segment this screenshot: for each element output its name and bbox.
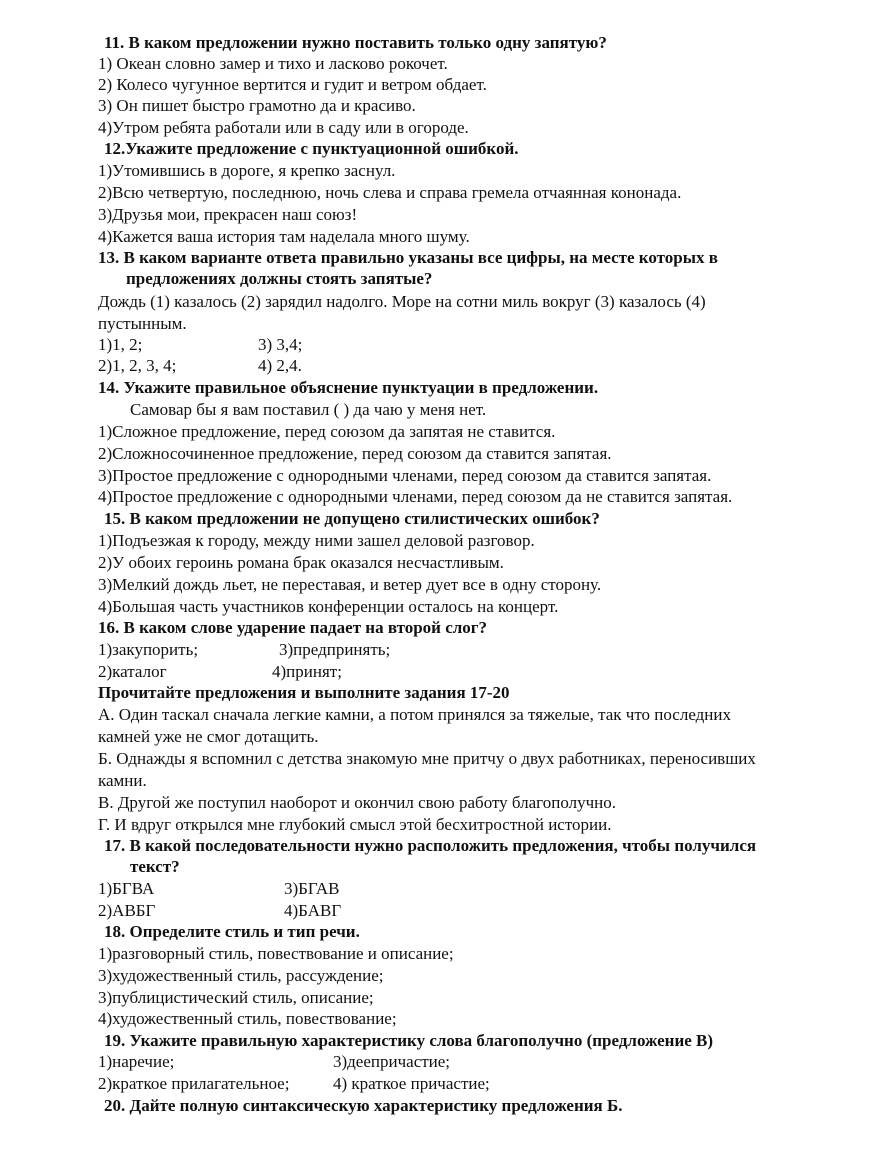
question-15-title: 15. В каком предложении не допущено стилистических ошибок?: [104, 509, 600, 528]
q14-option-2: 2)Сложносочиненное предложение, перед союзом да ставится запятая.: [98, 444, 612, 463]
question-14-title: 14. Укажите правильное объяснение пунктуации в предложении.: [98, 378, 599, 397]
q18-option-3: 3)публицистический стиль, описание;: [98, 988, 374, 1007]
q11-option-4: 4)Утром ребята работали или в саду или в огороде.: [98, 118, 469, 137]
question-12-title: 12.Укажите предложение с пунктуационной ошибкой.: [104, 139, 519, 158]
q19-option-1: 1)наречие;: [98, 1052, 175, 1071]
q11-option-2: 2) Колесо чугунное вертится и гудит и ветром обдает.: [98, 75, 487, 94]
q17-option-2: 2)АВБГ: [98, 901, 156, 920]
q13-text-line-2: пустынным.: [98, 314, 187, 333]
question-13-title-line-1: 13. В каком варианте ответа правильно указаны все цифры, на месте которых в: [98, 248, 718, 267]
q15-option-2: 2)У обоих героинь романа брак оказался несчастливым.: [98, 553, 504, 572]
q12-option-4: 4)Кажется ваша история там наделала много шуму.: [98, 227, 470, 246]
q19-option-3: 3)деепричастие;: [333, 1052, 451, 1071]
q16-option-2: 2)каталог: [98, 662, 167, 681]
q14-option-4: 4)Простое предложение с однородными членами, перед союзом да не ставится запятая.: [98, 487, 733, 506]
question-19-title: 19. Укажите правильную характеристику слова благополучно (предложение В): [104, 1031, 714, 1050]
q13-option-3: 3) 3,4;: [258, 335, 303, 354]
q18-option-4: 4)художественный стиль, повествование;: [98, 1009, 397, 1028]
q16-option-3: 3)предпринять;: [279, 640, 391, 659]
question-20-title: 20. Дайте полную синтаксическую характеристику предложения Б.: [104, 1096, 623, 1115]
q11-option-1: 1) Океан словно замер и тихо и ласково рокочет.: [98, 54, 448, 73]
q11-option-3: 3) Он пишет быстро грамотно да и красиво.: [98, 96, 416, 115]
q13-option-4: 4) 2,4.: [258, 356, 302, 375]
q13-option-1: 1)1, 2;: [98, 335, 143, 354]
sentence-b-line-1: Б. Однажды я вспомнил с детства знакомую мне притчу о двух работниках, переносивших: [98, 749, 756, 768]
q12-option-3: 3)Друзья мои, прекрасен наш союз!: [98, 205, 358, 224]
q12-option-2: 2)Всю четвертую, последнюю, ночь слева и справа гремела отчаянная кононада.: [98, 183, 682, 202]
sentence-v: В. Другой же поступил наоборот и окончил свою работу благополучно.: [98, 793, 616, 812]
sentence-g: Г. И вдруг открылся мне глубокий смысл этой бесхитростной истории.: [98, 815, 612, 834]
sentence-a-line-2: камней уже не смог дотащить.: [98, 727, 319, 746]
sentence-a-line-1: А. Один таскал сначала легкие камни, а потом принялся за тяжелые, так что последних: [98, 705, 732, 724]
question-11-title: 11. В каком предложении нужно поставить только одну запятую?: [104, 33, 607, 52]
q13-option-2: 2)1, 2, 3, 4;: [98, 356, 177, 375]
q14-option-3: 3)Простое предложение с однородными членами, перед союзом да ставится запятая.: [98, 466, 712, 485]
q15-option-1: 1)Подъезжая к городу, между ними зашел деловой разговор.: [98, 531, 535, 550]
q17-option-4: 4)БАВГ: [284, 901, 342, 920]
q17-option-1: 1)БГВА: [98, 879, 155, 898]
question-13-title-line-2: предложениях должны стоять запятые?: [126, 269, 433, 288]
question-17-title-line-2: текст?: [130, 857, 180, 876]
q12-option-1: 1)Утомившись в дороге, я крепко заснул.: [98, 161, 396, 180]
q18-option-1: 1)разговорный стиль, повествование и описание;: [98, 944, 454, 963]
q16-option-1: 1)закупорить;: [98, 640, 199, 659]
q14-sentence: Самовар бы я вам поставил ( ) да чаю у меня нет.: [130, 400, 487, 419]
q19-option-4: 4) краткое причастие;: [333, 1074, 490, 1093]
q19-option-2: 2)краткое прилагательное;: [98, 1074, 290, 1093]
q15-option-3: 3)Мелкий дождь льет, не переставая, и ветер дует все в одну сторону.: [98, 575, 602, 594]
q14-option-1: 1)Сложное предложение, перед союзом да запятая не ставится.: [98, 422, 556, 441]
q15-option-4: 4)Большая часть участников конференции осталось на концерт.: [98, 597, 559, 616]
q13-text-line-1: Дождь (1) казалось (2) зарядил надолго. Море на сотни миль вокруг (3) казалось (4): [98, 292, 706, 311]
q16-option-4: 4)принят;: [272, 662, 342, 681]
q17-option-3: 3)БГАВ: [284, 879, 340, 898]
task-title: Прочитайте предложения и выполните задания 17-20: [98, 683, 510, 702]
q18-option-2: 3)художественный стиль, рассуждение;: [98, 966, 384, 985]
question-16-title: 16. В каком слове ударение падает на второй слог?: [98, 618, 488, 637]
question-18-title: 18. Определите стиль и тип речи.: [104, 922, 360, 941]
question-17-title-line-1: 17. В какой последовательности нужно расположить предложения, чтобы получился: [104, 836, 757, 855]
sentence-b-line-2: камни.: [98, 771, 147, 790]
